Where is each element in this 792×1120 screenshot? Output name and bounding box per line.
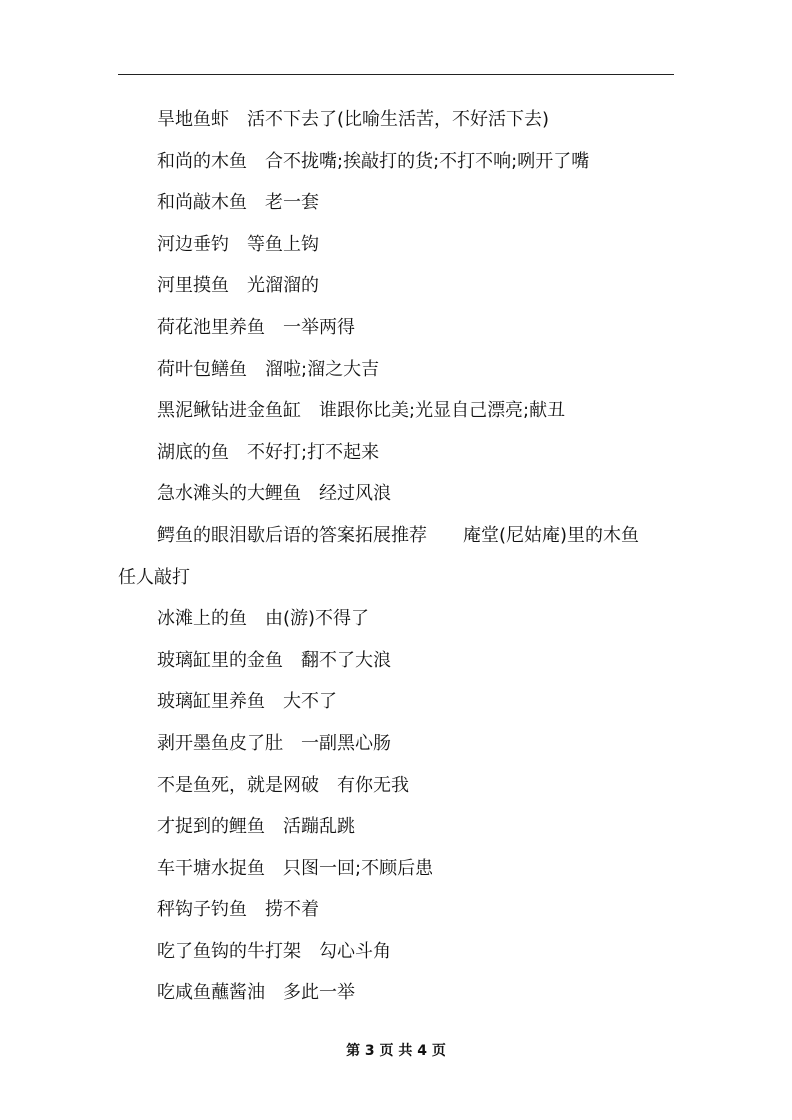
entry-9: 湖底的鱼 不好打;打不起来 <box>157 441 380 463</box>
entry-17: 才捉到的鲤鱼 活蹦乱跳 <box>157 816 355 838</box>
entry-16: 不是鱼死，就是网破 有你无我 <box>157 774 409 796</box>
entry-15: 剥开墨鱼皮了肚 一副黑心肠 <box>157 732 391 754</box>
entry-13: 玻璃缸里的金鱼 翻不了大浪 <box>157 649 391 671</box>
entry-3: 和尚敲木鱼 老一套 <box>157 192 319 214</box>
entry-12: 冰滩上的鱼 由(游)不得了 <box>157 608 370 630</box>
entry-11: 鳄鱼的眼泪歇后语的答案拓展推荐 庵堂(尼姑庵)里的木鱼 任人敲打 <box>118 524 658 588</box>
header-rule <box>118 74 674 75</box>
entry-1: 旱地鱼虾 活不下去了(比喻生活苦，不好活下去) <box>157 109 550 130</box>
entry-4: 河边垂钓 等鱼上钩 <box>157 233 319 255</box>
document-body <box>118 99 674 1014</box>
entry-20: 吃了鱼钩的牛打架 勾心斗角 <box>157 940 391 962</box>
entry-21: 吃咸鱼蘸酱油 多此一举 <box>157 982 355 1004</box>
entry-5: 河里摸鱼 光溜溜的 <box>157 275 319 297</box>
entry-2: 和尚的木鱼 合不拢嘴;挨敲打的货;不打不响;咧开了嘴 <box>157 150 590 172</box>
entry-10: 急水滩头的大鲤鱼 经过风浪 <box>157 483 391 505</box>
entry-7: 荷叶包鳝鱼 溜啦;溜之大吉 <box>157 358 380 380</box>
entry-18: 车干塘水捉鱼 只图一回;不顾后患 <box>157 857 434 879</box>
entry-19: 秤钩子钓鱼 捞不着 <box>157 899 319 921</box>
entry-14: 玻璃缸里养鱼 大不了 <box>157 691 337 713</box>
page-footer: 第 3 页 共 4 页 <box>346 1043 446 1059</box>
entry-6: 荷花池里养鱼 一举两得 <box>157 316 355 338</box>
entry-8: 黑泥鳅钻进金鱼缸 谁跟你比美;光显自己漂亮;献丑 <box>157 400 566 422</box>
